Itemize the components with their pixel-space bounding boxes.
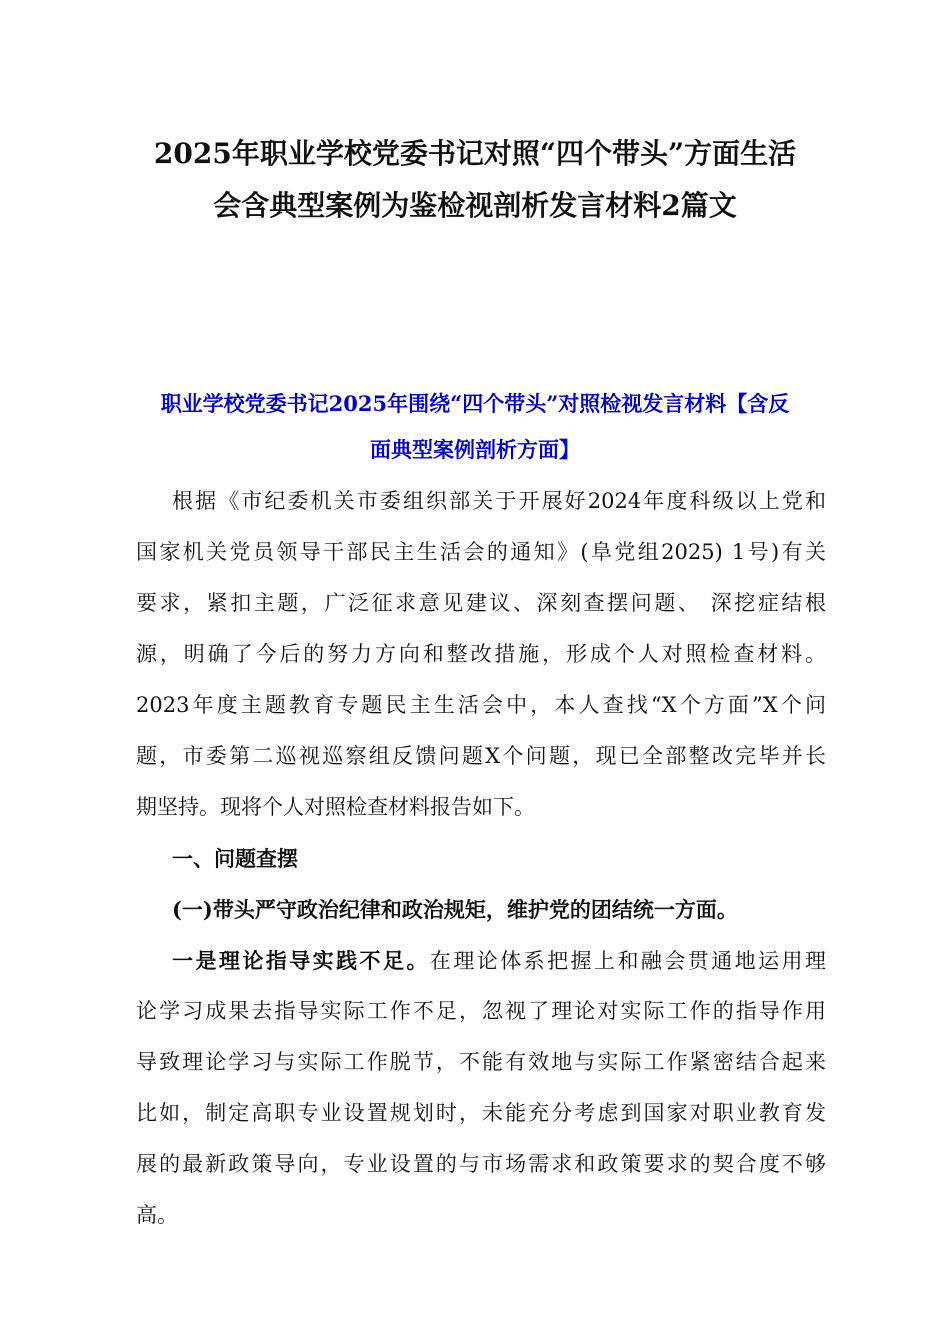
point-1-text-1: 在理论体系把握上和融会贯通地运用理 (429, 949, 827, 973)
intro-line-3: 要求，紧扣主题，广泛征求意见建议、深刻查摆问题、 深挖症结根 (136, 591, 826, 615)
point-1-line-3: 导致理论学习与实际工作脱节，不能有效地与实际工作紧密结合起来 (136, 1050, 826, 1074)
point-1-lead: 一是理论指导实践不足。 (172, 948, 430, 973)
point-1-line-5: 展的最新政策导向，专业设置的与市场需求和政策要求的契合度不够 (136, 1152, 826, 1176)
intro-line-5: 2023年度主题教育专题民主生活会中，本人查找“X个方面”X个问 (136, 693, 826, 717)
intro-line-1: 根据《市纪委机关市委组织部关于开展好2024年度科级以上党和 (172, 489, 826, 513)
section-title-line-1: 职业学校党委书记2025年围绕“四个带头”对照检视发言材料【含反 (160, 391, 790, 416)
point-1-line-6: 高。 (136, 1203, 178, 1227)
section-title-line-2: 面典型案例剖析方面】 (370, 437, 580, 462)
heading-political-discipline: (一)带头严守政治纪律和政治规矩，维护党的团结统一方面。 (172, 897, 738, 922)
heading-problem-review: 一、问题查摆 (172, 846, 298, 871)
point-1-line-4: 比如，制定高职专业设置规划时，未能充分考虑到国家对职业教育发 (136, 1101, 826, 1125)
point-1-line-2: 论学习成果去指导实际工作不足，忽视了理论对实际工作的指导作用 (136, 999, 826, 1023)
point-1-line-1 (136, 935, 826, 986)
document-body (136, 476, 826, 1241)
intro-line-6: 题，市委第二巡视巡察组反馈问题X个问题，现已全部整改完毕并长 (136, 744, 826, 768)
document-title (100, 128, 850, 232)
section-title (100, 381, 850, 473)
intro-line-4: 源，明确了今后的努力方向和整改措施，形成个人对照检查材料。 (136, 642, 826, 666)
document-title-line-1: 2025年职业学校党委书记对照“四个带头”方面生活 (153, 137, 797, 170)
intro-line-7: 期坚持。现将个人对照检查材料报告如下。 (136, 795, 535, 819)
document-title-line-2: 会含典型案例为鉴检视剖析发言材料2篇文 (213, 189, 737, 222)
intro-line-2: 国家机关党员领导干部民主生活会的通知》(阜党组2025) 1号)有关 (136, 540, 826, 564)
